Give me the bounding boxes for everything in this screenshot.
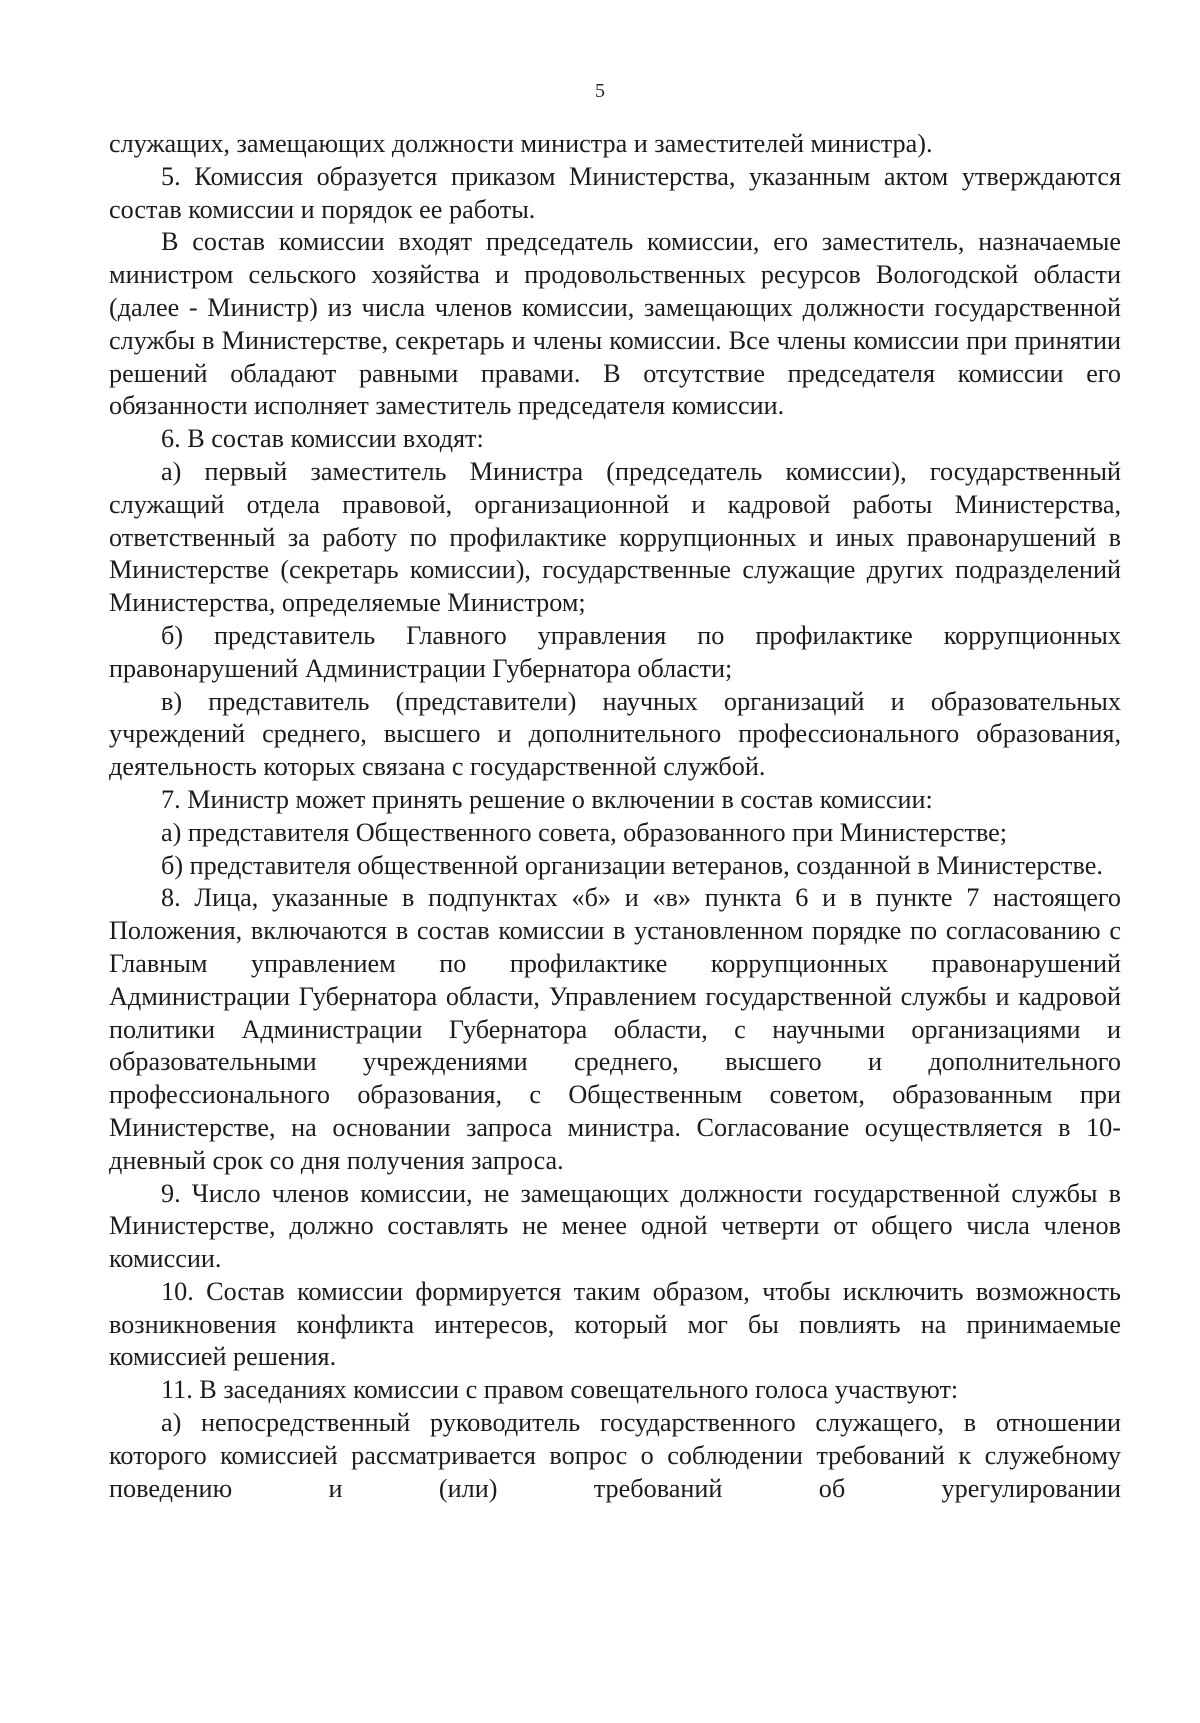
document-body [109, 128, 1121, 1505]
paragraph-item-6v: в) представитель (представители) научных организаций и образовательных учреждений среднего, высшего и дополнительного профессионального образования, деятельность которых связана с государственной службой. [109, 686, 1121, 782]
paragraph-item-7b: б) представителя общественной организации ветеранов, созданной в Министерстве. [161, 850, 1103, 880]
paragraph-item-10: 10. Состав комиссии формируется таким образом, чтобы исключить возможность возникновения конфликта интересов, который мог бы повлиять на принимаемые комиссией решения. [109, 1276, 1121, 1372]
paragraph-item-6a: а) первый заместитель Министра (председатель комиссии), государственный служащий отдела правовой, организационной и кадровой работы Министерства, ответственный за работу по профилактике коррупционных и иных правонарушений в Министерстве (секретарь комиссии), государственные служащие других подразделений Министерства, определяемые Министром; [109, 456, 1121, 618]
paragraph-item-5: 5. Комиссия образуется приказом Министерства, указанным актом утверждаются состав комиссии и порядок ее работы. [109, 161, 1121, 224]
paragraph-item-9: 9. Число членов комиссии, не замещающих должности государственной службы в Министерстве, должно составлять не менее одной четверти от общего числа членов комиссии. [109, 1178, 1121, 1274]
paragraph-commission-composition: В состав комиссии входят председатель комиссии, его заместитель, назначаемые министром сельского хозяйства и продовольственных ресурсов Вологодской области (далее - Министр) из числа членов комиссии, замещающих должности государственной службы в Министерстве, секретарь и члены комиссии. Все члены комиссии при принятии решений обладают равными правами. В отсутствие председателя комиссии его обязанности исполняет заместитель председателя комиссии. [109, 227, 1121, 421]
paragraph-item-6b: б) представитель Главного управления по профилактике коррупционных правонарушений Администрации Губернатора области; [109, 620, 1121, 683]
paragraph-item-11a: а) непосредственный руководитель государственного служащего, в отношении которого комиссией рассматривается вопрос о соблюдении требований к служебному поведению и (или) требований об урегулировании [109, 1408, 1121, 1503]
page-number: 5 [595, 80, 605, 102]
paragraph-item-7a: а) представителя Общественного совета, образованного при Министерстве; [161, 817, 1008, 847]
paragraph-item-8: 8. Лица, указанные в подпунктах «б» и «в» пункта 6 и в пункте 7 настоящего Положения, включаются в состав комиссии в установленном порядке по согласованию с Главным управлением по профилактике коррупционных правонарушений Администрации Губернатора области, Управлением государственной службы и кадровой политики Администрации Губернатора области, с научными организациями и образовательными учреждениями среднего, высшего и дополнительного профессионального образования, с Общественным советом, образованным при Министерстве, на основании запроса министра. Согласование осуществляется в 10-дневный срок со дня получения запроса. [109, 883, 1121, 1175]
paragraph-continuation: служащих, замещающих должности министра и заместителей министра). [109, 129, 933, 158]
paragraph-item-7: 7. Министр может принять решение о включении в состав комиссии: [161, 784, 933, 814]
paragraph-item-11: 11. В заседаниях комиссии с правом совещательного голоса участвуют: [161, 1375, 959, 1405]
paragraph-item-6: 6. В состав комиссии входят: [161, 424, 484, 454]
